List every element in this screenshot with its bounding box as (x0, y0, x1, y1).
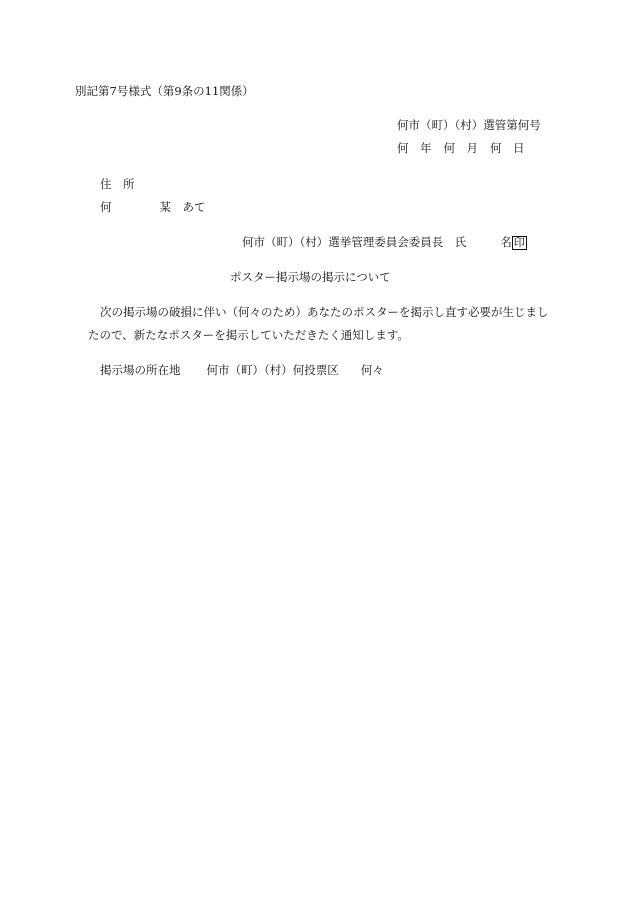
subject-title: ポスター掲示場の掲示について (230, 270, 391, 284)
location-line (100, 365, 384, 377)
seal-mark: 印 (513, 236, 525, 249)
location-detail: 何々 (360, 363, 384, 377)
form-label: 別記第7号様式（第9条の11関係） (75, 84, 254, 98)
sender-name-suffix: 名 (500, 235, 512, 249)
body-line-1: 次の掲示場の破損に伴い（何々のため）あなたのポスターを掲示し直す必要が生じまし (100, 305, 549, 319)
date-day: 何 日 (490, 141, 525, 155)
issue-date (397, 143, 525, 155)
recipient-name-part1: 何 (100, 200, 112, 214)
location-label: 掲示場の所在地 (100, 363, 181, 377)
sender-line (242, 236, 527, 250)
recipient-name-part2: 某 あて (159, 200, 206, 214)
recipient-address-label: 住 所 (100, 177, 135, 191)
location-area: 何市（町）（村）何投票区 (206, 363, 339, 377)
reference-number: 何市（町）（村）選管第何号 (397, 118, 541, 132)
sender-title: 何市（町）（村）選挙管理委員会委員長 氏 (242, 235, 467, 249)
date-year: 何 年 (397, 141, 432, 155)
recipient-name (100, 202, 206, 214)
body-line-2: たので、新たなポスターを掲示していただきたく通知します。 (88, 328, 409, 342)
date-month: 何 月 (443, 141, 478, 155)
